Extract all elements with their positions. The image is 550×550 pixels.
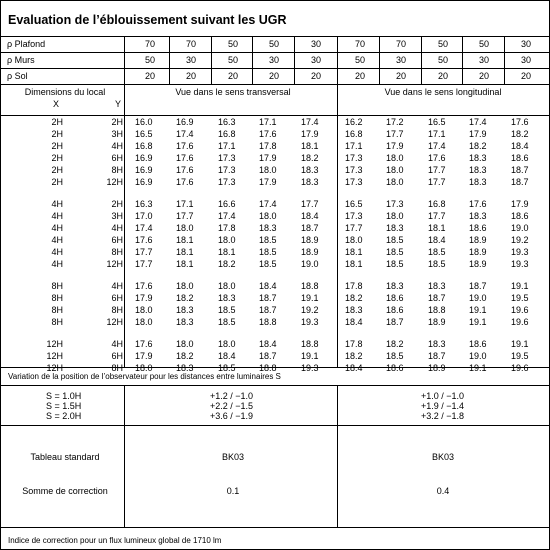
room-y: 12H: [106, 177, 123, 187]
ugr-longitudinal-value: 18.4: [428, 235, 446, 245]
ugr-longitudinal-value: 19.6: [511, 305, 529, 315]
variation-longitudinal-value: +1.0 / −1.0: [421, 391, 465, 401]
reflectance-value: 30: [268, 55, 279, 65]
reflectance-value: 50: [437, 39, 448, 49]
ugr-longitudinal-value: 18.6: [511, 153, 529, 163]
ugr-longitudinal-value: 18.7: [469, 281, 487, 291]
reflectance-value: 30: [395, 55, 406, 65]
ugr-transversal-value: 17.3: [218, 153, 236, 163]
ugr-longitudinal-value: 18.0: [386, 165, 404, 175]
ugr-longitudinal-value: 18.1: [345, 259, 363, 269]
ugr-longitudinal-value: 18.3: [386, 223, 404, 233]
ugr-longitudinal-value: 17.7: [428, 165, 446, 175]
ugr-transversal-value: 17.9: [259, 153, 277, 163]
room-y: 6H: [111, 351, 123, 361]
ugr-longitudinal-value: 19.5: [511, 293, 529, 303]
reflectance-value: 50: [268, 39, 279, 49]
ugr-longitudinal-value: 19.3: [511, 247, 529, 257]
ugr-transversal-value: 17.3: [218, 165, 236, 175]
ugr-longitudinal-value: 17.3: [345, 153, 363, 163]
ugr-transversal-value: 19.3: [301, 363, 319, 373]
ugr-transversal-value: 18.0: [176, 339, 194, 349]
ugr-longitudinal-value: 19.1: [469, 363, 487, 373]
ugr-longitudinal-value: 17.3: [345, 177, 363, 187]
room-x: 8H: [51, 305, 63, 315]
ugr-transversal-value: 19.1: [301, 293, 319, 303]
ugr-transversal-value: 17.6: [176, 177, 194, 187]
room-x: 12H: [46, 363, 63, 373]
ugr-longitudinal-value: 17.9: [469, 129, 487, 139]
reflectance-value: 30: [310, 39, 321, 49]
ugr-longitudinal-value: 19.1: [511, 339, 529, 349]
ugr-longitudinal-value: 19.0: [511, 223, 529, 233]
ugr-transversal-value: 17.7: [135, 247, 153, 257]
ugr-longitudinal-value: 17.9: [511, 199, 529, 209]
room-x: 2H: [51, 117, 63, 127]
ugr-transversal-value: 18.3: [176, 317, 194, 327]
reflectance-label: ρ Sol: [7, 71, 28, 81]
ugr-longitudinal-value: 19.3: [511, 259, 529, 269]
ugr-longitudinal-value: 18.5: [428, 259, 446, 269]
reflectance-value: 70: [144, 39, 155, 49]
ugr-transversal-value: 18.3: [176, 363, 194, 373]
reflectance-value: 20: [478, 71, 489, 81]
ugr-transversal-value: 17.9: [135, 293, 153, 303]
reflectance-value: 20: [268, 71, 279, 81]
reflectance-value: 50: [144, 55, 155, 65]
ugr-transversal-value: 18.0: [176, 281, 194, 291]
ugr-transversal-value: 16.8: [135, 141, 153, 151]
divider-labels-lower: [124, 385, 125, 527]
rule-reflectance-1: [1, 52, 549, 53]
ugr-longitudinal-value: 17.8: [345, 281, 363, 291]
ugr-transversal-value: 17.0: [135, 211, 153, 221]
ugr-transversal-value: 16.9: [135, 153, 153, 163]
room-x: 8H: [51, 293, 63, 303]
ugr-transversal-value: 17.6: [259, 129, 277, 139]
room-x: 12H: [46, 351, 63, 361]
room-y: 6H: [111, 235, 123, 245]
ugr-transversal-value: 18.5: [259, 259, 277, 269]
ugr-longitudinal-value: 18.2: [345, 293, 363, 303]
ugr-transversal-value: 18.2: [301, 153, 319, 163]
ugr-longitudinal-value: 17.7: [386, 129, 404, 139]
y-header: Y: [115, 99, 122, 109]
ugr-transversal-value: 18.8: [301, 281, 319, 291]
reflectance-value: 50: [227, 55, 238, 65]
ugr-transversal-value: 18.1: [176, 235, 194, 245]
ugr-longitudinal-value: 17.1: [345, 141, 363, 151]
ugr-longitudinal-value: 18.9: [428, 363, 446, 373]
ugr-longitudinal-value: 18.3: [428, 339, 446, 349]
ugr-transversal-value: 18.4: [259, 281, 277, 291]
ugr-longitudinal-value: 19.1: [511, 281, 529, 291]
rule-below-variation: [1, 425, 549, 426]
ugr-transversal-value: 17.6: [176, 153, 194, 163]
room-y: 8H: [111, 363, 123, 373]
ugr-longitudinal-value: 18.5: [386, 259, 404, 269]
ugr-longitudinal-value: 16.5: [345, 199, 363, 209]
ugr-longitudinal-value: 18.9: [469, 259, 487, 269]
ugr-longitudinal-value: 17.6: [469, 199, 487, 209]
ugr-longitudinal-value: 17.6: [511, 117, 529, 127]
ugr-transversal-value: 17.4: [259, 199, 277, 209]
ugr-longitudinal-value: 17.9: [386, 141, 404, 151]
ugr-transversal-value: 18.1: [176, 247, 194, 257]
variation-transversal-value: +1.2 / −1.0: [210, 391, 254, 401]
room-x: 2H: [51, 177, 63, 187]
ugr-transversal-value: 18.4: [301, 211, 319, 221]
ugr-transversal-value: 18.0: [176, 223, 194, 233]
variation-transversal-value: +2.2 / −1.5: [210, 401, 254, 411]
ugr-transversal-value: 18.5: [218, 363, 236, 373]
ugr-longitudinal-value: 19.0: [469, 351, 487, 361]
ugr-longitudinal-value: 18.6: [469, 339, 487, 349]
ugr-longitudinal-value: 18.3: [428, 281, 446, 291]
room-y: 8H: [111, 247, 123, 257]
ugr-longitudinal-value: 18.4: [345, 363, 363, 373]
rule-below-title: [1, 36, 549, 37]
ugr-transversal-value: 18.8: [259, 363, 277, 373]
ugr-transversal-value: 17.9: [259, 177, 277, 187]
ugr-transversal-value: 17.6: [135, 339, 153, 349]
ugr-transversal-value: 19.2: [301, 305, 319, 315]
room-x: 4H: [51, 247, 63, 257]
variation-longitudinal-value: +3.2 / −1.8: [421, 411, 465, 421]
room-x: 4H: [51, 223, 63, 233]
ugr-transversal-value: 18.7: [259, 293, 277, 303]
ugr-transversal-value: 16.0: [135, 117, 153, 127]
room-y: 4H: [111, 223, 123, 233]
dimensions-header: Dimensions du local: [24, 87, 106, 97]
ugr-longitudinal-value: 18.6: [511, 211, 529, 221]
ugr-transversal-value: 16.5: [135, 129, 153, 139]
reflectance-value: 50: [437, 55, 448, 65]
ugr-transversal-value: 18.3: [176, 305, 194, 315]
ugr-longitudinal-value: 18.1: [428, 223, 446, 233]
ugr-longitudinal-value: 18.8: [428, 305, 446, 315]
ugr-transversal-value: 17.7: [301, 199, 319, 209]
reflectance-label: ρ Plafond: [7, 39, 46, 49]
variation-label: S = 2.0H: [46, 411, 82, 421]
x-header: X: [53, 99, 60, 109]
room-x: 2H: [51, 141, 63, 151]
ugr-transversal-value: 17.4: [301, 117, 319, 127]
ugr-longitudinal-value: 17.2: [386, 117, 404, 127]
ugr-longitudinal-value: 18.6: [386, 293, 404, 303]
ugr-longitudinal-value: 18.2: [511, 129, 529, 139]
ugr-transversal-value: 16.3: [218, 117, 236, 127]
ugr-transversal-value: 16.3: [135, 199, 153, 209]
room-y: 3H: [111, 211, 123, 221]
ugr-transversal-value: 18.5: [218, 317, 236, 327]
reflectance-value: 20: [354, 71, 365, 81]
room-x: 8H: [51, 281, 63, 291]
room-y: 8H: [111, 305, 123, 315]
ugr-transversal-value: 17.4: [135, 223, 153, 233]
ugr-transversal-value: 18.2: [176, 293, 194, 303]
ugr-longitudinal-value: 18.7: [386, 317, 404, 327]
room-x: 2H: [51, 153, 63, 163]
ugr-longitudinal-value: 18.5: [386, 351, 404, 361]
reflectance-value: 20: [437, 71, 448, 81]
room-y: 12H: [106, 317, 123, 327]
reflectance-value: 30: [520, 55, 531, 65]
ugr-longitudinal-value: 17.4: [428, 141, 446, 151]
room-x: 2H: [51, 165, 63, 175]
room-x: 2H: [51, 129, 63, 139]
ugr-transversal-value: 16.6: [218, 199, 236, 209]
rule-above-footer: [1, 527, 549, 528]
ugr-transversal-value: 18.7: [301, 223, 319, 233]
reflectance-value: 50: [354, 55, 365, 65]
ugr-longitudinal-value: 17.6: [428, 153, 446, 163]
ugr-longitudinal-value: 18.3: [345, 305, 363, 315]
ugr-transversal-value: 18.0: [218, 339, 236, 349]
reflectance-value: 30: [478, 55, 489, 65]
ugr-transversal-value: 17.8: [218, 223, 236, 233]
ugr-transversal-value: 17.3: [218, 177, 236, 187]
ugr-longitudinal-value: 18.4: [511, 141, 529, 151]
room-y: 8H: [111, 165, 123, 175]
room-x: 8H: [51, 317, 63, 327]
ugr-longitudinal-value: 16.8: [428, 199, 446, 209]
ugr-longitudinal-value: 17.7: [428, 211, 446, 221]
ugr-longitudinal-value: 18.3: [469, 177, 487, 187]
ugr-longitudinal-value: 17.8: [345, 339, 363, 349]
room-y: 3H: [111, 129, 123, 139]
ugr-longitudinal-value: 18.2: [345, 351, 363, 361]
ugr-transversal-value: 19.1: [301, 351, 319, 361]
ugr-transversal-value: 17.9: [135, 351, 153, 361]
ugr-transversal-value: 17.6: [135, 235, 153, 245]
ugr-longitudinal-value: 18.3: [469, 211, 487, 221]
standard-longitudinal-value: BK03: [431, 452, 455, 462]
room-y: 6H: [111, 293, 123, 303]
ugr-transversal-value: 17.9: [301, 129, 319, 139]
ugr-longitudinal-value: 17.3: [345, 165, 363, 175]
ugr-transversal-value: 17.6: [176, 165, 194, 175]
ugr-transversal-value: 18.5: [259, 247, 277, 257]
reflectance-value: 20: [227, 71, 238, 81]
ugr-longitudinal-value: 19.0: [469, 293, 487, 303]
ugr-longitudinal-value: 18.2: [469, 141, 487, 151]
room-y: 12H: [106, 259, 123, 269]
ugr-longitudinal-value: 18.4: [345, 317, 363, 327]
ugr-transversal-value: 18.4: [259, 339, 277, 349]
ugr-longitudinal-value: 17.7: [345, 223, 363, 233]
ugr-transversal-value: 18.4: [218, 351, 236, 361]
ugr-longitudinal-value: 18.9: [469, 235, 487, 245]
ugr-longitudinal-value: 18.0: [386, 211, 404, 221]
ugr-longitudinal-value: 18.9: [428, 317, 446, 327]
ugr-longitudinal-value: 18.3: [469, 153, 487, 163]
reflectance-value: 50: [478, 39, 489, 49]
variation-transversal-value: +3.6 / −1.9: [210, 411, 254, 421]
ugr-longitudinal-value: 17.3: [345, 211, 363, 221]
reflectance-value: 70: [185, 39, 196, 49]
divider-views-lower: [337, 385, 338, 527]
ugr-transversal-value: 17.6: [176, 141, 194, 151]
ugr-transversal-value: 18.0: [259, 211, 277, 221]
ugr-longitudinal-value: 18.7: [511, 165, 529, 175]
reflectance-value: 30: [310, 55, 321, 65]
room-y: 2H: [111, 199, 123, 209]
ugr-longitudinal-value: 18.7: [428, 293, 446, 303]
ugr-longitudinal-value: 19.1: [469, 305, 487, 315]
variation-label: S = 1.0H: [46, 391, 82, 401]
ugr-transversal-value: 18.1: [301, 141, 319, 151]
variation-caption: Variation de la position de l’observateur pour les distances entre luminaires S: [8, 372, 281, 381]
ugr-longitudinal-value: 19.6: [511, 317, 529, 327]
ugr-transversal-value: 18.8: [301, 339, 319, 349]
room-x: 4H: [51, 259, 63, 269]
correction-label: Somme de correction: [22, 486, 108, 496]
ugr-transversal-value: 16.9: [135, 165, 153, 175]
ugr-transversal-value: 18.5: [218, 305, 236, 315]
ugr-transversal-value: 18.3: [301, 177, 319, 187]
ugr-transversal-value: 18.0: [218, 235, 236, 245]
ugr-transversal-value: 18.3: [301, 165, 319, 175]
room-y: 4H: [111, 141, 123, 151]
ugr-transversal-value: 18.2: [218, 259, 236, 269]
room-y: 4H: [111, 281, 123, 291]
ugr-longitudinal-value: 19.1: [469, 317, 487, 327]
variation-label: S = 1.5H: [46, 401, 82, 411]
variation-longitudinal-value: +1.9 / −1.4: [421, 401, 465, 411]
rule-reflectance-2: [1, 68, 549, 69]
ugr-transversal-value: 18.3: [259, 223, 277, 233]
ugr-longitudinal-value: 17.1: [428, 129, 446, 139]
ugr-longitudinal-value: 18.5: [428, 247, 446, 257]
ugr-transversal-value: 18.2: [176, 351, 194, 361]
room-y: 4H: [111, 339, 123, 349]
ugr-transversal-value: 18.8: [259, 317, 277, 327]
ugr-longitudinal-value: 18.0: [386, 177, 404, 187]
ugr-longitudinal-value: 17.7: [428, 177, 446, 187]
ugr-transversal-value: 17.4: [218, 211, 236, 221]
ugr-transversal-value: 19.0: [301, 259, 319, 269]
ugr-transversal-value: 18.1: [218, 247, 236, 257]
footer-note: Indice de correction pour un flux lumineux global de 1710 lm: [8, 536, 222, 545]
ugr-longitudinal-value: 18.1: [345, 247, 363, 257]
ugr-transversal-value: 17.8: [259, 141, 277, 151]
divider-labels: [124, 36, 125, 367]
ugr-longitudinal-value: 17.4: [469, 117, 487, 127]
ugr-transversal-value: 18.0: [135, 317, 153, 327]
standard-label: Tableau standard: [30, 452, 100, 462]
ugr-transversal-value: 17.1: [176, 199, 194, 209]
room-x: 4H: [51, 211, 63, 221]
rule-below-reflectances: [1, 84, 549, 85]
room-y: 2H: [111, 117, 123, 127]
ugr-transversal-value: 16.8: [218, 129, 236, 139]
ugr-longitudinal-value: 18.3: [386, 281, 404, 291]
divider-views: [337, 36, 338, 367]
correction-transversal-value: 0.1: [226, 486, 240, 496]
ugr-longitudinal-value: 18.2: [386, 339, 404, 349]
standard-transversal-value: BK03: [221, 452, 245, 462]
ugr-longitudinal-value: 16.5: [428, 117, 446, 127]
ugr-transversal-value: 18.5: [259, 235, 277, 245]
ugr-transversal-value: 17.1: [218, 141, 236, 151]
reflectance-value: 70: [354, 39, 365, 49]
ugr-transversal-value: 18.9: [301, 235, 319, 245]
ugr-longitudinal-value: 18.7: [428, 351, 446, 361]
ugr-transversal-value: 18.1: [176, 259, 194, 269]
rule-below-column-headers: [1, 115, 549, 116]
reflectance-value: 20: [520, 71, 531, 81]
ugr-longitudinal-value: 18.5: [386, 247, 404, 257]
reflectance-value: 30: [185, 55, 196, 65]
ugr-longitudinal-value: 18.7: [511, 177, 529, 187]
longitudinal-header: Vue dans le sens longitudinal: [384, 87, 502, 97]
room-x: 4H: [51, 199, 63, 209]
ugr-longitudinal-value: 18.9: [469, 247, 487, 257]
reflectance-value: 20: [144, 71, 155, 81]
ugr-transversal-value: 17.4: [176, 129, 194, 139]
ugr-transversal-value: 18.7: [259, 351, 277, 361]
ugr-transversal-value: 17.7: [176, 211, 194, 221]
reflectance-value: 50: [227, 39, 238, 49]
ugr-longitudinal-value: 16.8: [345, 129, 363, 139]
ugr-longitudinal-value: 18.0: [345, 235, 363, 245]
reflectance-value: 20: [310, 71, 321, 81]
page-title: Evaluation de l’éblouissement suivant les UGR: [8, 13, 287, 27]
ugr-longitudinal-value: 19.6: [511, 363, 529, 373]
rule-below-variation-caption: [1, 385, 549, 386]
ugr-transversal-value: 18.7: [259, 305, 277, 315]
ugr-transversal-value: 18.0: [135, 305, 153, 315]
ugr-longitudinal-value: 18.0: [386, 153, 404, 163]
reflectance-value: 70: [395, 39, 406, 49]
reflectance-label: ρ Murs: [7, 55, 35, 65]
ugr-longitudinal-value: 17.3: [386, 199, 404, 209]
ugr-transversal-value: 16.9: [176, 117, 194, 127]
reflectance-value: 20: [185, 71, 196, 81]
reflectance-value: 20: [395, 71, 406, 81]
ugr-longitudinal-value: 18.3: [469, 165, 487, 175]
ugr-longitudinal-value: 19.2: [511, 235, 529, 245]
ugr-transversal-value: 17.7: [135, 259, 153, 269]
room-x: 4H: [51, 235, 63, 245]
ugr-transversal-value: 18.0: [135, 363, 153, 373]
reflectance-value: 30: [520, 39, 531, 49]
ugr-longitudinal-value: 18.5: [386, 235, 404, 245]
correction-longitudinal-value: 0.4: [436, 486, 450, 496]
ugr-transversal-value: 18.3: [218, 293, 236, 303]
ugr-transversal-value: 18.9: [301, 247, 319, 257]
ugr-longitudinal-value: 19.5: [511, 351, 529, 361]
ugr-longitudinal-value: 16.2: [345, 117, 363, 127]
ugr-transversal-value: 16.9: [135, 177, 153, 187]
transversal-header: Vue dans le sens transversal: [175, 87, 291, 97]
ugr-transversal-value: 19.3: [301, 317, 319, 327]
room-x: 12H: [46, 339, 63, 349]
ugr-transversal-value: 18.0: [218, 281, 236, 291]
ugr-longitudinal-value: 18.6: [469, 223, 487, 233]
ugr-longitudinal-value: 18.6: [386, 363, 404, 373]
ugr-transversal-value: 18.0: [259, 165, 277, 175]
room-y: 6H: [111, 153, 123, 163]
ugr-transversal-value: 17.1: [259, 117, 277, 127]
ugr-transversal-value: 17.6: [135, 281, 153, 291]
ugr-longitudinal-value: 18.6: [386, 305, 404, 315]
